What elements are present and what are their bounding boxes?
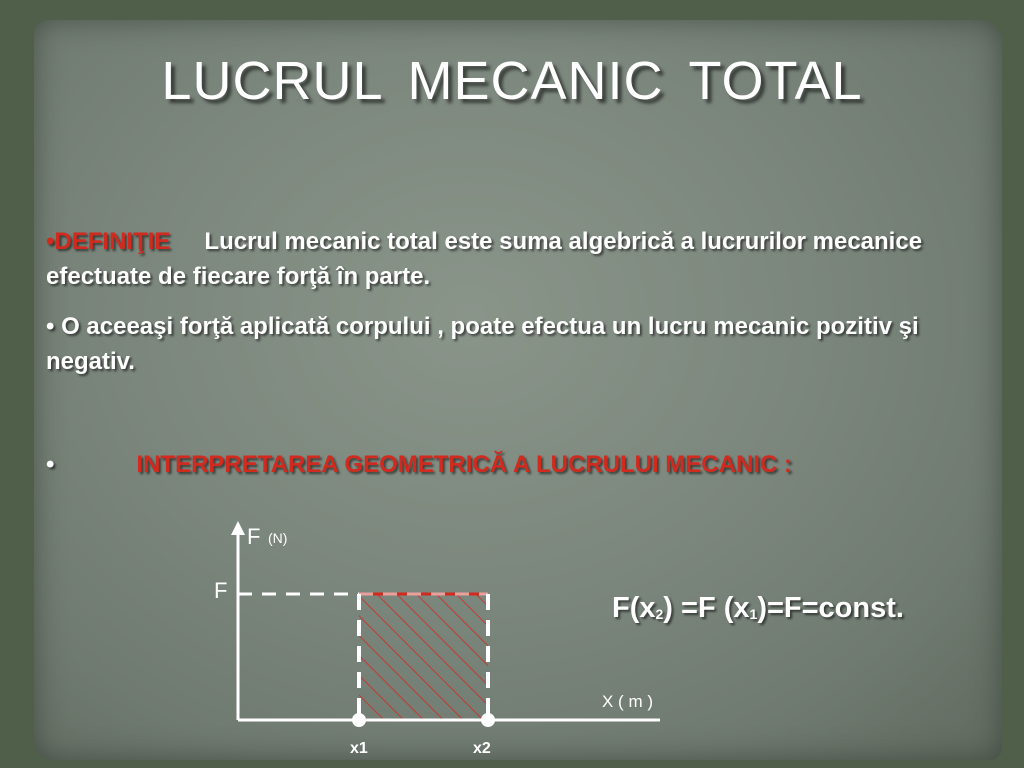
force-value-label: F <box>214 578 228 603</box>
constant-force-formula <box>612 592 904 625</box>
x1-label: x1 <box>350 740 368 757</box>
formula-sub-2: 1 <box>749 606 758 622</box>
x1-point <box>352 713 366 727</box>
y-axis-unit: (N) <box>268 530 288 546</box>
definition-bullet: • <box>46 228 55 255</box>
x2-point <box>481 713 495 727</box>
point-three-heading: INTERPRETAREA GEOMETRICĂ A LUCRULUI MECANIC : <box>136 451 792 478</box>
formula-part-2: ) =F (x <box>663 592 750 624</box>
formula-part-1: F(x <box>612 592 656 624</box>
point-two-text: O aceeaşi forţă aplicată corpului , poate efectua un lucru mecanic pozitiv şi negativ. <box>46 313 919 375</box>
y-axis-label: F <box>247 524 261 549</box>
point-two-bullet: • <box>46 313 55 340</box>
y-axis-arrow <box>231 521 245 535</box>
formula-part-3: )=F=const. <box>757 592 904 624</box>
definition-label: DEFINIŢIE <box>54 228 171 255</box>
x-axis-label: X ( m ) <box>602 692 653 711</box>
definition-text: Lucrul mecanic total este suma algebrică a lucrurilor mecanice efectuate de fiecare forţă în parte. <box>46 228 923 290</box>
formula-sub-1: 2 <box>655 606 664 622</box>
x2-label: x2 <box>473 740 491 757</box>
work-area-hatch <box>359 594 488 720</box>
slide-title: LUCRUL MECANIC TOTAL <box>161 51 863 111</box>
point-three-bullet: • <box>46 451 55 478</box>
